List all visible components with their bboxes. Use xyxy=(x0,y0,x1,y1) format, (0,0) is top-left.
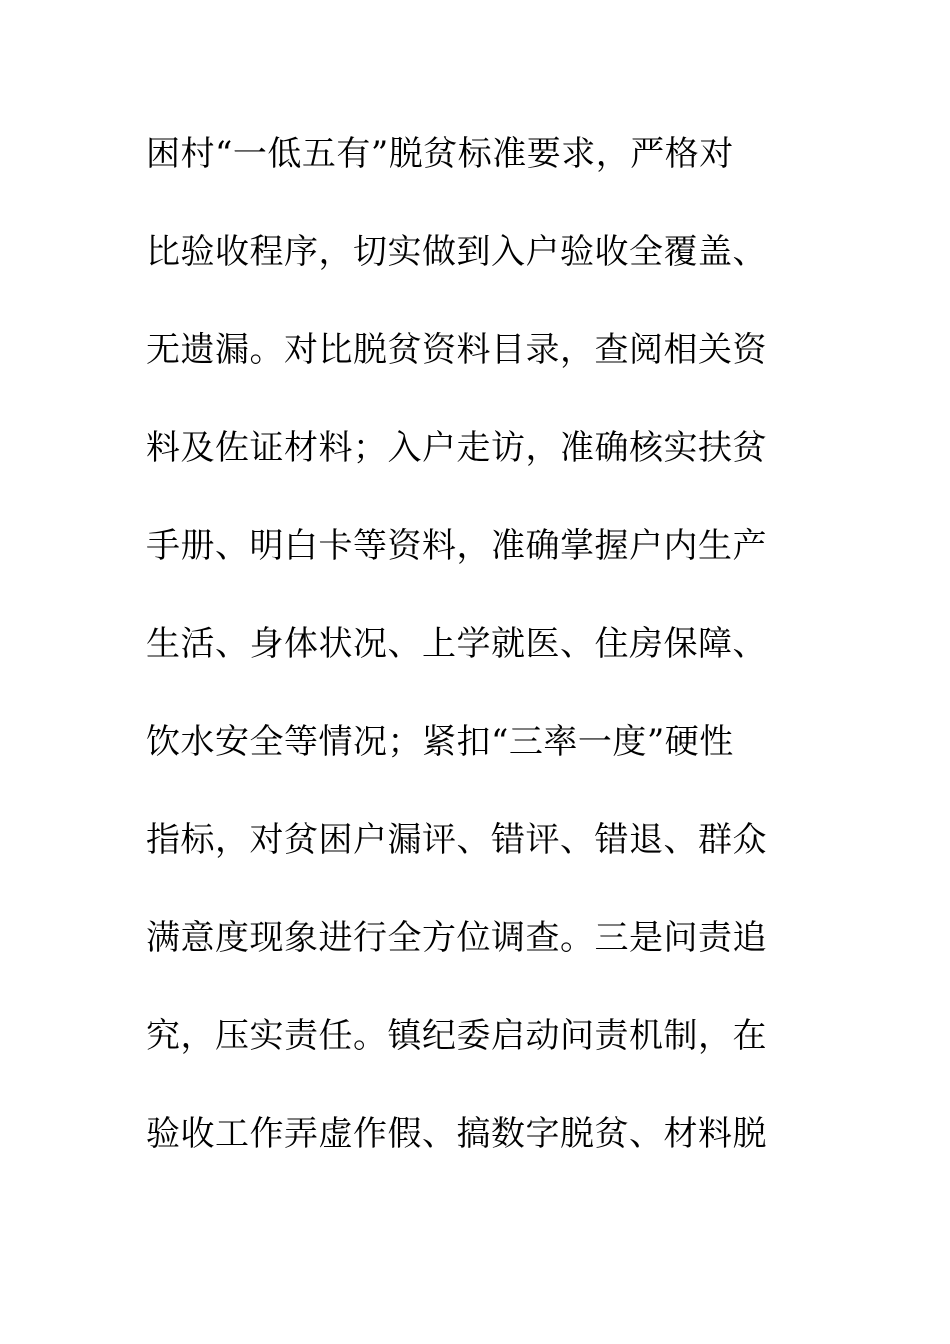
text-line: 生活、身体状况、上学就医、住房保障、 xyxy=(146,624,767,664)
text-line: 验收工作弄虚作假、搞数字脱贫、材料脱 xyxy=(146,1114,767,1154)
text-line: 究，压实责任。镇纪委启动问责机制，在 xyxy=(146,1016,767,1056)
text-line: 料及佐证材料；入户走访，准确核实扶贫 xyxy=(146,428,767,468)
text-line: 困村“一低五有”脱贫标准要求，严格对 xyxy=(146,134,734,174)
text-line: 无遗漏。对比脱贫资料目录，查阅相关资 xyxy=(146,330,767,370)
body-text xyxy=(146,122,786,1200)
text-line: 指标，对贫困户漏评、错评、错退、群众 xyxy=(146,820,767,860)
text-line: 饮水安全等情况；紧扣“三率一度”硬性 xyxy=(146,722,734,762)
text-line: 手册、明白卡等资料，准确掌握户内生产 xyxy=(146,526,767,566)
text-line: 比验收程序，切实做到入户验收全覆盖、 xyxy=(146,232,767,272)
text-line: 满意度现象进行全方位调查。三是问责追 xyxy=(146,918,767,958)
